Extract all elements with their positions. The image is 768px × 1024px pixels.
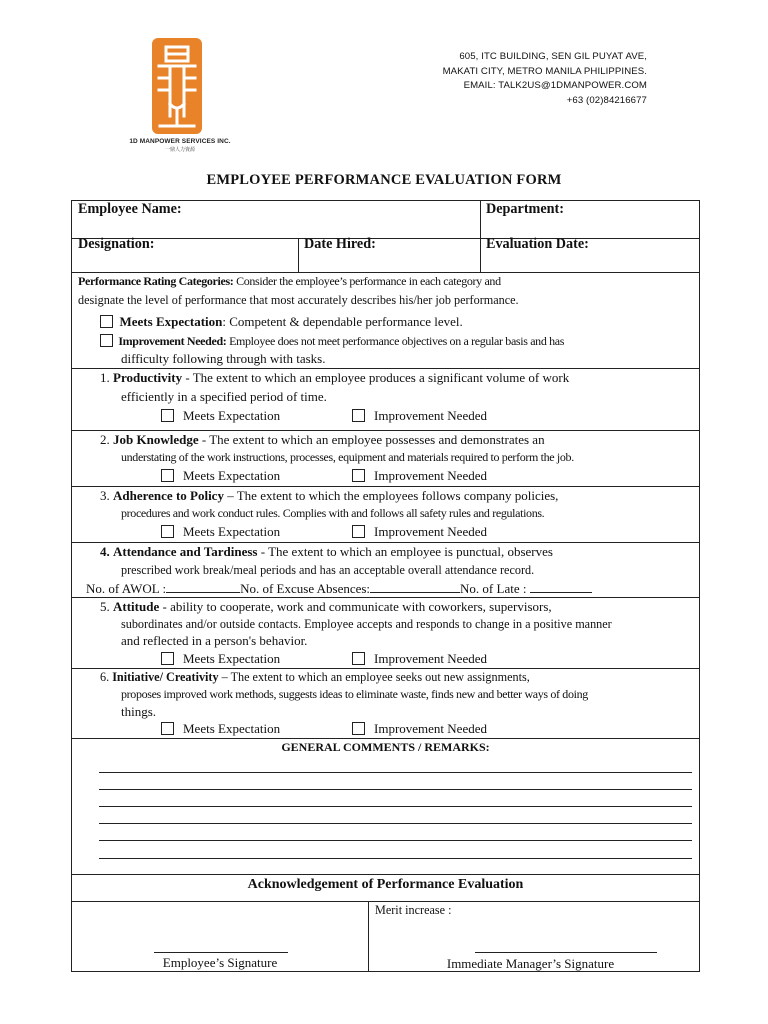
- company-name: 1D MANPOWER SERVICES INC.: [129, 138, 231, 145]
- form-title: EMPLOYEE PERFORMANCE EVALUATION FORM: [206, 172, 562, 188]
- row-divider: [72, 430, 699, 431]
- rating-heading: Performance Rating Categories:: [78, 274, 234, 288]
- job-knowledge-improve-option[interactable]: Improvement Needed: [352, 468, 487, 484]
- company-phone: +63 (02)84216677: [566, 94, 647, 106]
- row-divider: [72, 901, 699, 902]
- evaluation-form: [71, 200, 700, 972]
- late-label: No. of Late :: [460, 581, 530, 596]
- legend-meets-expectation: Meets Expectation: Competent & dependable performance level.: [100, 314, 463, 330]
- attendance-counts-row: [86, 581, 592, 597]
- adherence-improve-option[interactable]: Improvement Needed: [352, 524, 487, 540]
- category-initiative-creativity: 6. Initiative/ Creativity – The extent to which an employee seeks out new assignments,: [100, 670, 530, 684]
- category-job-knowledge-line-2: understating of the work instructions, processes, equipment and materials required to perform the job.: [121, 450, 574, 464]
- checkbox-icon[interactable]: [352, 525, 365, 538]
- category-attitude-line-2: subordinates and/or outside contacts. Employee accepts and responds to change in a positive manner: [121, 617, 612, 631]
- date-hired-label: Date Hired:: [304, 236, 376, 252]
- category-attendance-tardiness: 4. Attendance and Tardiness - The extent to which an employee is punctual, observes: [100, 544, 553, 559]
- category-adherence-line-2: procedures and work conduct rules. Complies with and follows all safety rules and regulations.: [121, 506, 545, 520]
- merit-increase-label: Merit increase :: [375, 903, 452, 917]
- comment-line[interactable]: [99, 858, 692, 859]
- excuse-absences-label: No. of Excuse Absences:: [240, 581, 371, 596]
- excuse-absences-input[interactable]: [370, 582, 460, 593]
- designation-label: Designation:: [78, 236, 155, 252]
- department-label: Department:: [486, 201, 565, 217]
- category-attitude: 5. Attitude - ability to cooperate, work and communicate with coworkers, supervisors,: [100, 599, 552, 614]
- row-divider: [72, 542, 699, 543]
- comment-line[interactable]: [99, 772, 692, 773]
- rating-intro-line-2: designate the level of performance that most accurately describes his/her job performance.: [78, 293, 519, 307]
- checkbox-icon[interactable]: [352, 652, 365, 665]
- column-divider: [298, 238, 299, 272]
- productivity-meets-option[interactable]: Meets Expectation: [161, 408, 280, 424]
- category-initiative-line-2: proposes improved work methods, suggests ideas to eliminate waste, finds new and better ways of doing: [121, 687, 588, 701]
- employee-name-label: Employee Name:: [78, 201, 182, 217]
- employee-signature-line[interactable]: [154, 952, 288, 953]
- initiative-meets-option[interactable]: Meets Expectation: [161, 721, 280, 737]
- category-initiative-line-3: things.: [121, 704, 157, 719]
- company-subname: 一鼎人力資源: [164, 147, 195, 153]
- legend-improvement-desc-line-2: difficulty following through with tasks.: [121, 351, 326, 366]
- manager-signature-label: Immediate Manager’s Signature: [446, 956, 615, 971]
- checkbox-icon[interactable]: [352, 409, 365, 422]
- general-comments-heading: GENERAL COMMENTS / REMARKS:: [281, 740, 490, 754]
- comment-line[interactable]: [99, 823, 692, 824]
- row-divider: [72, 874, 699, 875]
- checkbox-icon[interactable]: [161, 722, 174, 735]
- column-divider: [480, 201, 481, 272]
- row-divider: [72, 238, 699, 239]
- attitude-meets-option[interactable]: Meets Expectation: [161, 651, 280, 667]
- checkbox-icon[interactable]: [352, 469, 365, 482]
- adherence-meets-option[interactable]: Meets Expectation: [161, 524, 280, 540]
- late-input[interactable]: [530, 582, 592, 593]
- checkbox-icon[interactable]: [161, 652, 174, 665]
- evaluation-date-label: Evaluation Date:: [486, 236, 589, 252]
- checkbox-icon[interactable]: [161, 409, 174, 422]
- row-divider: [72, 486, 699, 487]
- address-line-1: 605, ITC BUILDING, SEN GIL PUYAT AVE,: [459, 51, 647, 62]
- row-divider: [72, 668, 699, 669]
- address-line-2: MAKATI CITY, METRO MANILA PHILIPPINES.: [442, 65, 647, 77]
- category-attendance-line-2: prescribed work break/meal periods and has an acceptable overall attendance record.: [121, 563, 535, 577]
- category-attitude-line-3: and reflected in a person's behavior.: [121, 633, 308, 648]
- comment-line[interactable]: [99, 840, 692, 841]
- checkbox-icon: [100, 315, 113, 328]
- checkbox-icon: [100, 334, 113, 347]
- row-divider: [72, 738, 699, 739]
- comment-line[interactable]: [99, 806, 692, 807]
- company-logo: [118, 38, 242, 153]
- attitude-improve-option[interactable]: Improvement Needed: [352, 651, 487, 667]
- checkbox-icon[interactable]: [161, 525, 174, 538]
- checkbox-icon[interactable]: [161, 469, 174, 482]
- job-knowledge-meets-option[interactable]: Meets Expectation: [161, 468, 280, 484]
- row-divider: [72, 597, 699, 598]
- initiative-improve-option[interactable]: Improvement Needed: [352, 721, 487, 737]
- row-divider: [72, 272, 699, 273]
- acknowledgement-heading: Acknowledgement of Performance Evaluation: [247, 877, 524, 892]
- awol-input[interactable]: [166, 582, 240, 593]
- company-address-block: [443, 50, 647, 108]
- employee-signature-label: Employee’s Signature: [162, 955, 278, 970]
- category-productivity-line-2: efficiently in a specified period of time.: [121, 389, 327, 404]
- category-productivity: 1. Productivity - The extent to which an employee produces a significant volume of work: [100, 370, 570, 385]
- legend-improvement-needed: Improvement Needed: Employee does not meet performance objectives on a regular basis and has: [100, 334, 564, 349]
- company-email: EMAIL: TALK2US@1DMANPOWER.COM: [463, 80, 647, 92]
- awol-label: No. of AWOL :: [86, 581, 167, 596]
- row-divider: [72, 368, 699, 369]
- checkbox-icon[interactable]: [352, 722, 365, 735]
- category-adherence-to-policy: 3. Adherence to Policy – The extent to which the employees follows company policies,: [100, 488, 559, 503]
- productivity-improve-option[interactable]: Improvement Needed: [352, 408, 487, 424]
- manager-signature-line[interactable]: [475, 952, 657, 953]
- rating-intro-line-1: Performance Rating Categories: Consider the employee’s performance in each category and: [78, 274, 501, 288]
- comment-line[interactable]: [99, 789, 692, 790]
- ding-character-logo-icon: [152, 38, 202, 134]
- category-job-knowledge: 2. Job Knowledge - The extent to which an employee possesses and demonstrates an: [100, 432, 545, 447]
